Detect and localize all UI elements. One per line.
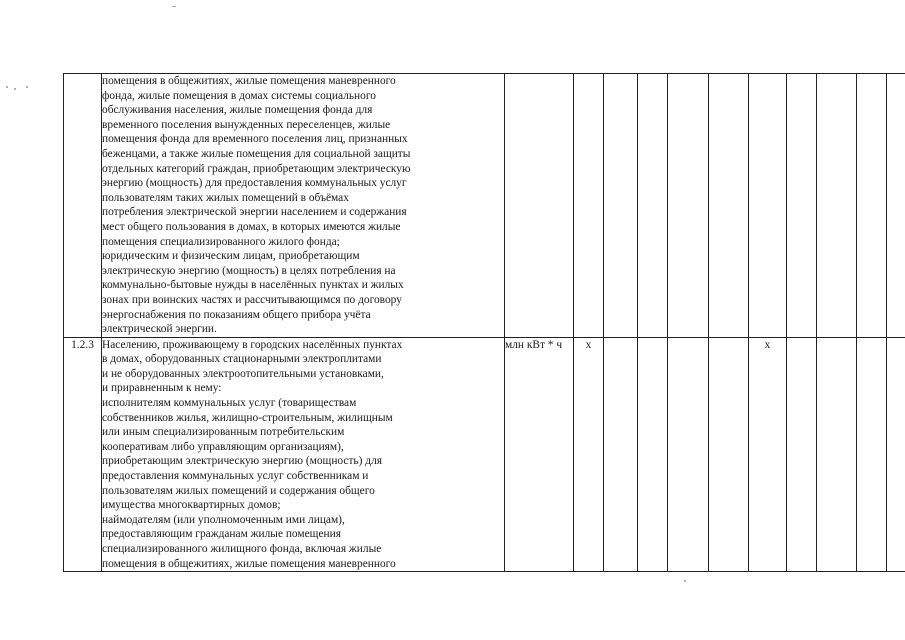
description-line: обслуживания населения, жилые помещения фонда для — [102, 104, 373, 117]
value-cell — [604, 337, 638, 572]
description-line: или иным специализированным потребительским — [102, 426, 345, 439]
value-cell — [638, 337, 668, 572]
value-cell — [887, 74, 905, 338]
value-cell — [574, 74, 604, 338]
value-cell — [817, 74, 857, 338]
description-line: временного поселения вынужденных переселенцев, жилые — [102, 118, 391, 131]
tariff-table — [63, 73, 905, 572]
value-cell: x — [574, 337, 604, 572]
value-cell — [709, 337, 749, 572]
value-cell — [749, 74, 787, 338]
description-line: зонах при воинских частях и рассчитывающимся по договору — [102, 293, 402, 306]
scan-speck — [26, 86, 28, 88]
value-cell — [638, 74, 668, 338]
value-cell — [817, 337, 857, 572]
value-cell — [604, 74, 638, 338]
description-line: и приравненным к нему: — [102, 382, 222, 395]
value-cell — [857, 74, 887, 338]
scan-speck — [684, 580, 686, 582]
unit-cell: млн кВт * ч — [505, 337, 574, 572]
value-cell — [709, 74, 749, 338]
description-line: электрической энергии. — [102, 323, 217, 336]
description-line: предоставляющим гражданам жилые помещения — [102, 528, 341, 541]
row-description — [102, 337, 505, 572]
description-line: электрическую энергию (мощность) в целях потребления на — [102, 264, 396, 277]
description-line: наймодателям (или уполномоченным ими лицам), — [102, 513, 345, 526]
description-line: собственников жилья, жилищно-строительным, жилищным — [102, 411, 393, 424]
description-line: юридическим и физическим лицам, приобретающим — [102, 250, 360, 263]
description-line: беженцами, а также жилые помещения для социальной защиты — [102, 147, 411, 160]
table-row — [64, 337, 905, 572]
description-line: предоставления коммунальных услуг собственникам и — [102, 470, 369, 483]
description-line: помещения специализированного жилого фонда; — [102, 235, 340, 248]
table-row — [64, 74, 905, 338]
description-line: помещения в общежитиях, жилые помещения маневренного — [102, 75, 396, 87]
description-line: помещения в общежитиях, жилые помещения маневренного — [102, 557, 396, 570]
value-cell — [668, 74, 709, 338]
description-line: мест общего пользования в домах, в которых имеются жилые — [102, 220, 401, 233]
value-cell — [887, 337, 905, 572]
description-line: пользователям таких жилых помещений в объёмах — [102, 191, 349, 204]
row-number — [64, 74, 102, 338]
description-line: отдельных категорий граждан, приобретающим электрическую — [102, 162, 411, 175]
scan-speck — [14, 88, 16, 90]
description-line: имущества многоквартирных домов; — [102, 499, 281, 512]
description-line: потребления электрической энергии населением и содержания — [102, 206, 407, 219]
description-line: в домах, оборудованных стационарными электроплитами — [102, 353, 382, 366]
row-number: 1.2.3 — [64, 337, 102, 572]
row-description — [102, 74, 505, 338]
description-line: энергоснабжения по показаниям общего прибора учёта — [102, 308, 371, 321]
description-line: энергию (мощность) для предоставления коммунальных услуг — [102, 177, 407, 190]
description-line: исполнителям коммунальных услуг (товариществам — [102, 397, 357, 410]
description-line: и не оборудованных электроотопительными установками, — [102, 367, 384, 380]
description-line: помещения фонда для временного поселения лиц, признанных — [102, 133, 408, 146]
value-cell — [787, 74, 817, 338]
description-line: пользователям жилых помещений и содержания общего — [102, 484, 375, 497]
unit-cell — [505, 74, 574, 338]
description-line: приобретающим электрическую энергию (мощность) для — [102, 455, 382, 468]
description-line: коммунально-бытовые нужды в населённых пунктах и жилых — [102, 279, 404, 292]
scan-speck — [172, 6, 176, 7]
value-cell — [857, 337, 887, 572]
value-cell: x — [749, 337, 787, 572]
description-line: фонда, жилые помещения в домах системы социального — [102, 89, 376, 102]
description-line: кооперативам либо управляющим организациям), — [102, 440, 344, 453]
scan-speck — [6, 86, 8, 88]
description-line: специализированного жилищного фонда, включая жилые — [102, 543, 382, 555]
value-cell — [668, 337, 709, 572]
value-cell — [787, 337, 817, 572]
description-line: Населению, проживающему в городских населённых пунктах — [102, 338, 403, 351]
